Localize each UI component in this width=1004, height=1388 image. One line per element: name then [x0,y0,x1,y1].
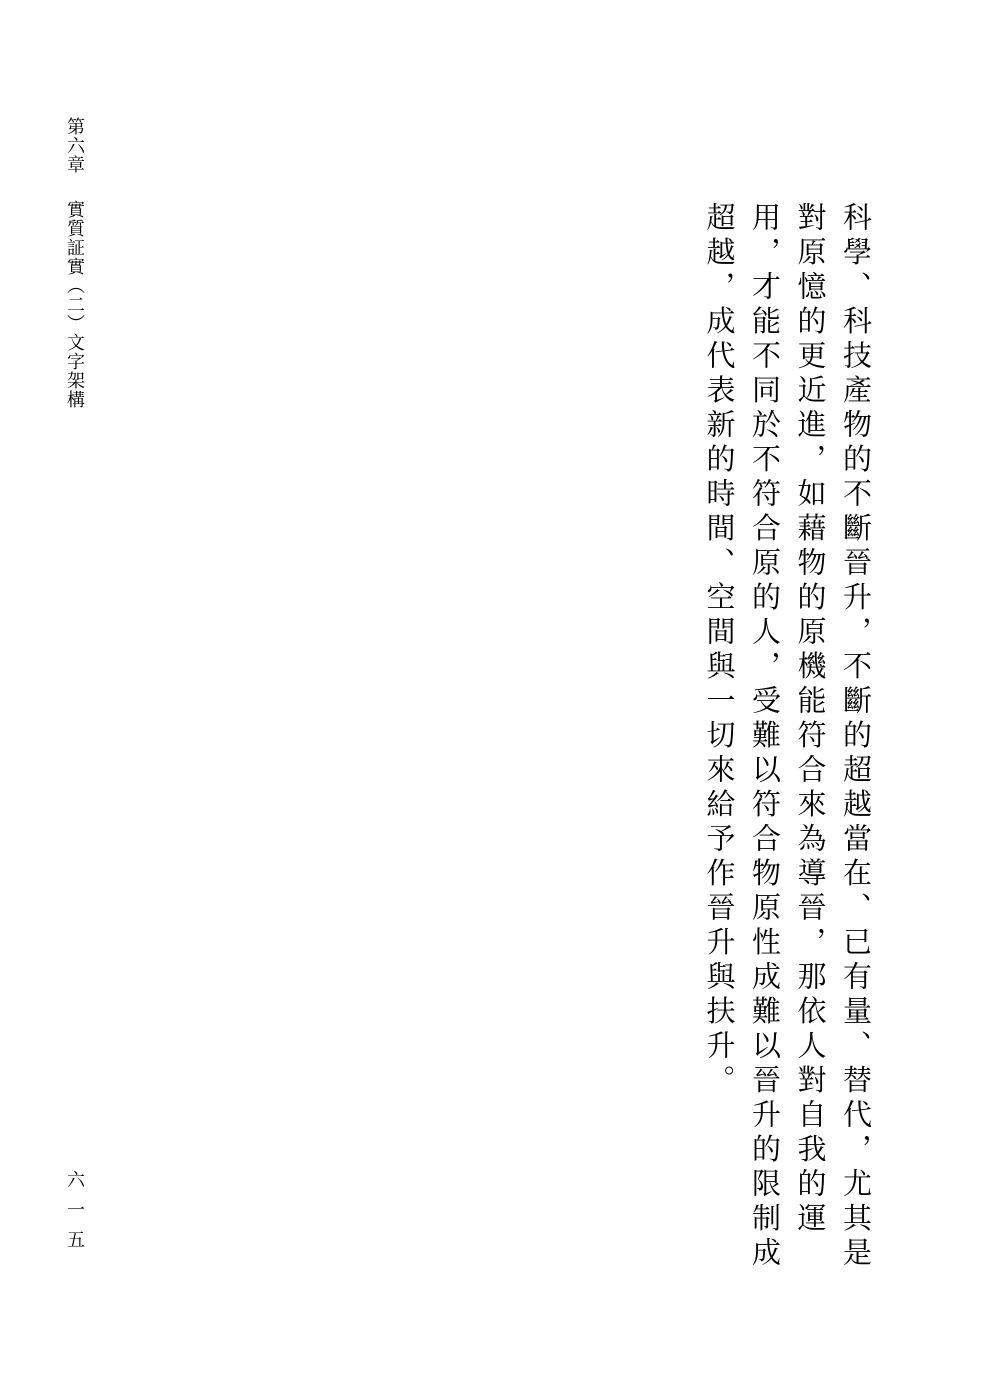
body-paragraph: 科學、科技產物的不斷晉升，不斷的超越當在、已有量、替代，尤其是對原憶的更近進，如藉物的原機能符合來為導晉，那依人對自我的運用，才能不同於不符合原的人，受難以符合物原性成難以晉升的限制成超越，成代表新的時間、空間與一切來給予作晉升與扶升。 [702,202,873,1272]
body-text [696,202,878,1282]
page-number: 六一五 [64,1170,85,1260]
chapter-title: 實質証實（二）文字架構 [64,200,85,409]
running-header [60,117,88,409]
chapter-label: 第六章 [64,117,85,174]
